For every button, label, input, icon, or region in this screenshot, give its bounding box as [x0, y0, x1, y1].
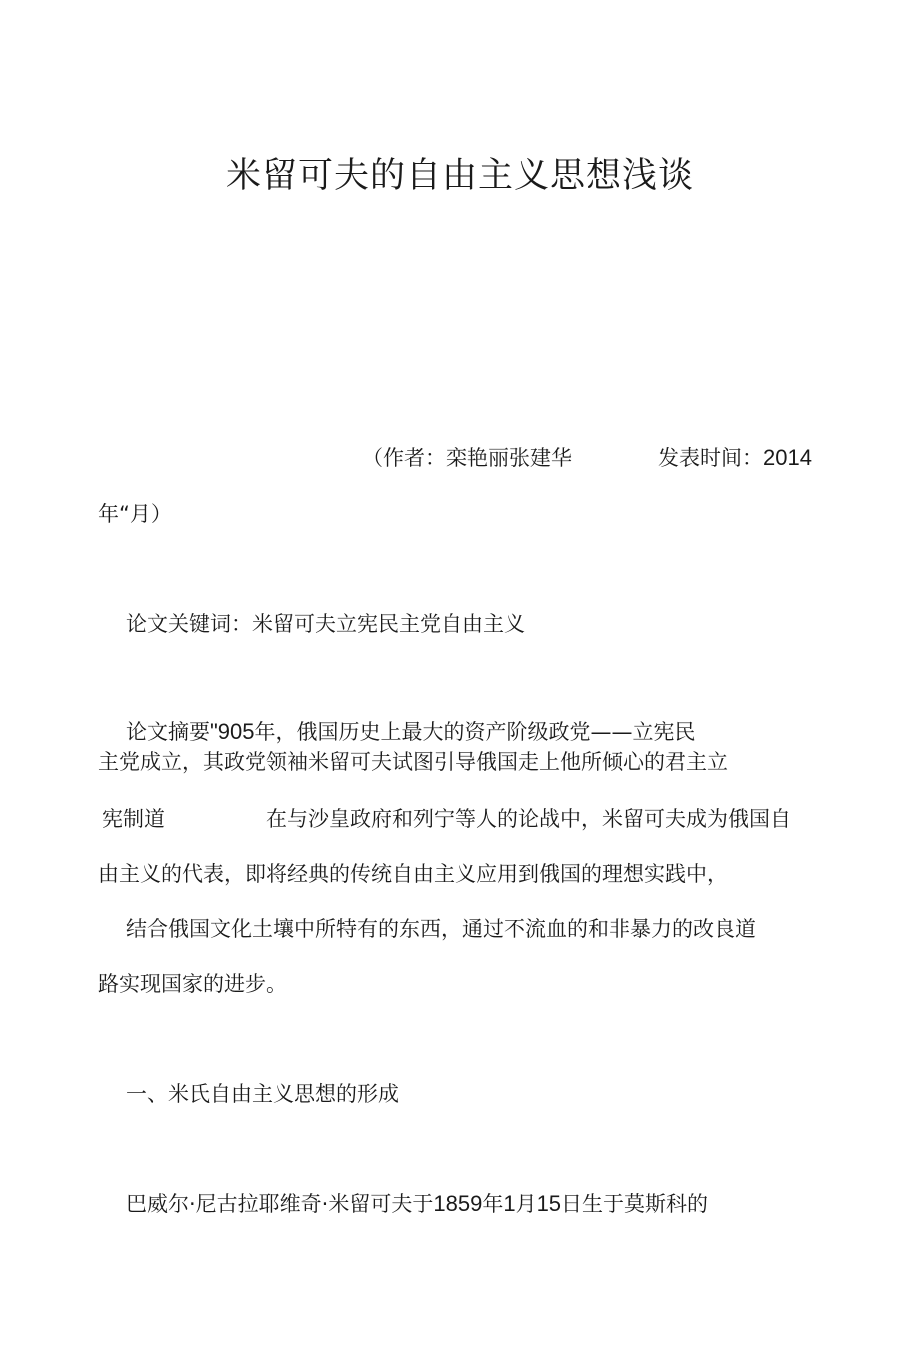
abstract-line-3a: 宪制道	[102, 807, 165, 831]
date-suffix: 年“月）	[98, 502, 172, 526]
published-label: 发表时间：	[658, 446, 763, 470]
para-text-d: 日生于莫斯科的	[561, 1192, 709, 1216]
abstract-line-2: 主党成立，其政党领袖米留可夫试图引导俄国走上他所倾心的君主立	[98, 750, 728, 774]
para-text-a: 巴威尔·尼古拉耶维奇·米留可夫于	[126, 1192, 434, 1216]
section-paragraph-line-1	[126, 1190, 708, 1218]
abstract-label: 论文摘要	[126, 720, 210, 744]
birth-year: 1859	[433, 1191, 483, 1216]
publish-line	[658, 444, 812, 472]
abstract-year: "905	[210, 719, 255, 744]
published-year: 2014	[763, 445, 812, 470]
para-text-b: 年	[482, 1192, 504, 1216]
abstract-line-6: 路实现国家的进步。	[98, 972, 287, 996]
abstract-line-1	[126, 718, 696, 746]
abstract-line-4: 由主义的代表，即将经典的传统自由主义应用到俄国的理想实践中，	[98, 862, 728, 886]
abstract-text-1: 年，俄国历史上最大的资产阶级政党——立宪民	[254, 720, 696, 744]
para-text-c: 月	[515, 1192, 537, 1216]
author-line	[362, 444, 572, 472]
abstract-line-5: 结合俄国文化土壤中所特有的东西，通过不流血的和非暴力的改良道	[126, 917, 756, 941]
page-title: 米留可夫的自由主义思想浅谈	[225, 156, 694, 196]
birth-month: 1	[503, 1191, 516, 1216]
keywords-line: 论文关键词：米留可夫立宪民主党自由主义	[126, 612, 525, 636]
author-text: （作者：栾艳丽张建华	[362, 446, 572, 470]
section-heading: 一、米氏自由主义思想的形成	[126, 1082, 399, 1106]
abstract-line-3b: 在与沙皇政府和列宁等人的论战中，米留可夫成为俄国自	[266, 807, 791, 831]
birth-day: 15	[536, 1191, 562, 1216]
